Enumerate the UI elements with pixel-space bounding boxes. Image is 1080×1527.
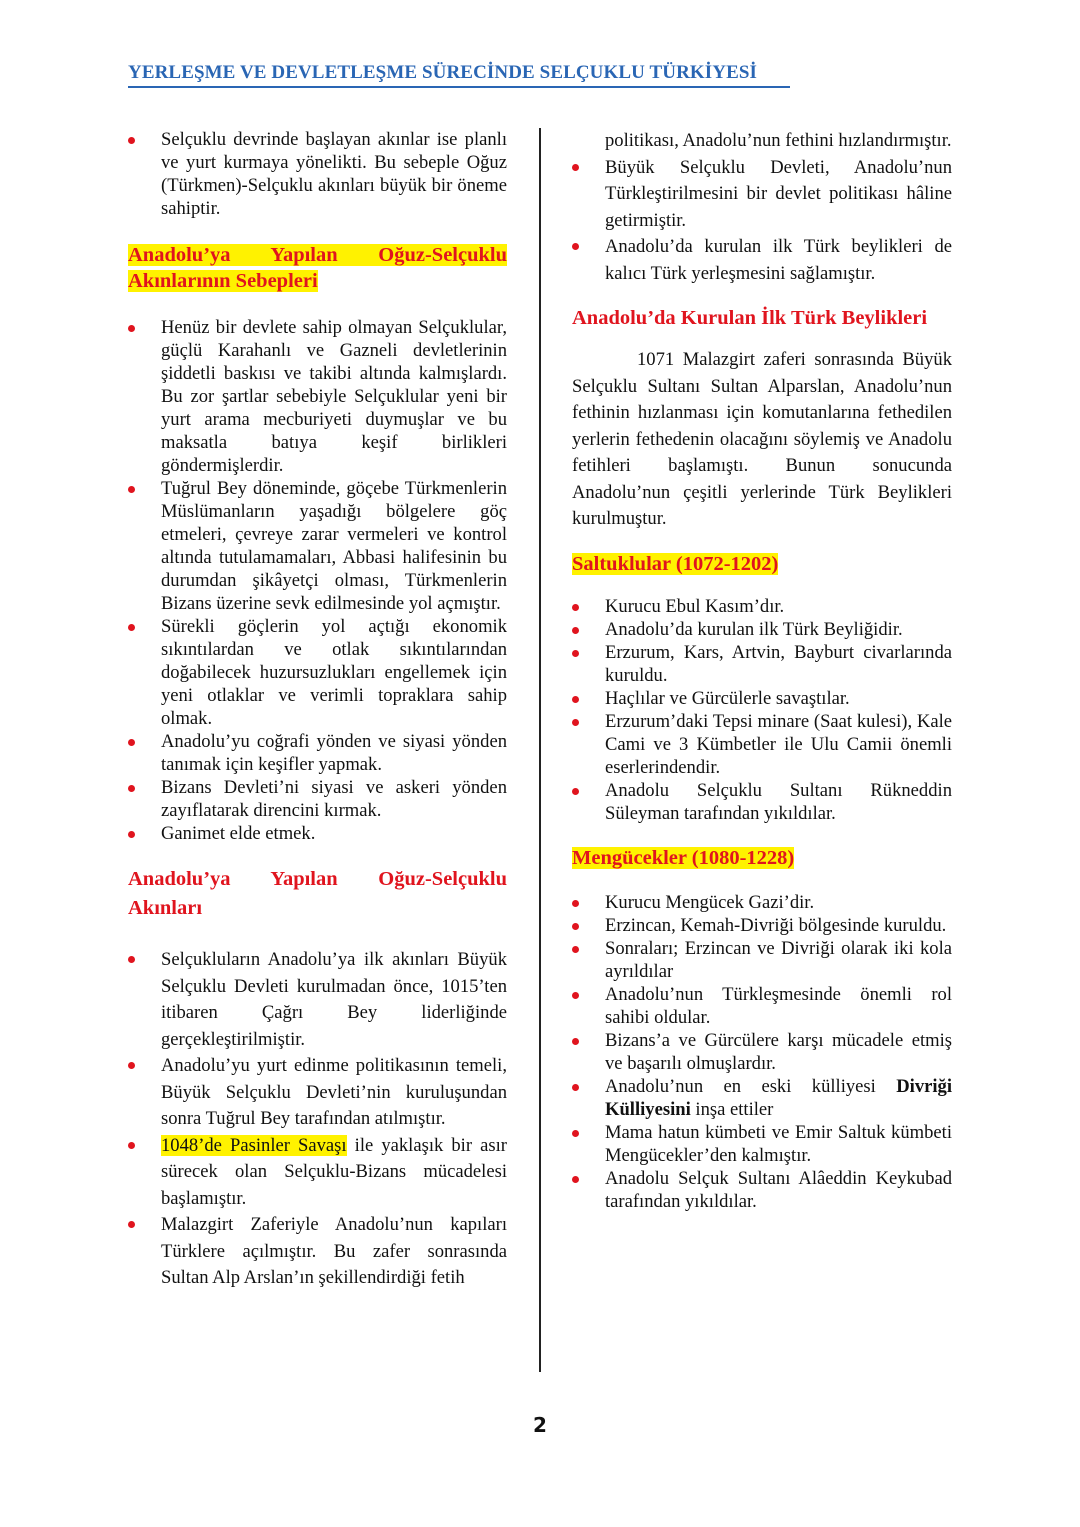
mengu-heading-text: Mengücekler (1080-1228) (572, 846, 795, 869)
list-item (572, 1075, 952, 1121)
list-item: Anadolu’yu yurt edinme politikasının temeli, Büyük Selçuklu Devleti’nin kuruluşundan sonra Tuğrul Bey tarafından atılmıştır. (128, 1053, 507, 1133)
list-item: Malazgirt Zaferiyle Anadolu’nun kapıları Türklere açılmıştır. Bu zafer sonrasında Sultan Alp Arslan’ın şekillendirdiği fetih (128, 1212, 507, 1292)
pasinler-highlight: 1048’de Pasinler Savaşı (161, 1134, 347, 1156)
causes-list (128, 316, 507, 845)
list-item: Kurucu Ebul Kasım’dır. (572, 595, 952, 618)
continued-text: politikası, Anadolu’nun fethini hızlandırmıştır. (605, 130, 952, 151)
list-item: Bizans Devleti’ni siyasi ve askeri yönden zayıflatarak direncini kırmak. (128, 776, 507, 822)
list-item: Tuğrul Bey döneminde, göçebe Türkmenlerin Müslümanların yaşadığı bölgelere göç etmeleri, çevreye zarar vermeleri ve kontrol altında tutulamamaları, Abbasi halifesinin bu durumdan şikâyetçi olması, Türkmenlerin Bizans üzerine sevk edilmesinde yol açmıştır. (128, 477, 507, 615)
list-item: Anadolu Selçuk Sultanı Alâeddin Keykubad tarafından yıkıldılar. (572, 1167, 952, 1213)
saltuk-list (572, 595, 952, 825)
beylik-heading: Anadolu’da Kurulan İlk Türk Beylikleri (572, 307, 928, 329)
list-item: Anadolu’nun Türkleşmesinde önemli rol sahibi oldular. (572, 983, 952, 1029)
list-item (128, 1133, 507, 1213)
kulliye-pre: Anadolu’nun en eski külliyesi (605, 1075, 897, 1097)
list-item: Erzurum, Kars, Artvin, Bayburt civarlarında kuruldu. (572, 641, 952, 687)
mengu-list (572, 891, 952, 1213)
saltuk-heading (572, 551, 952, 577)
list-item: Anadolu Selçuklu Sultanı Rükneddin Süleyman tarafından yıkıldılar. (572, 779, 952, 825)
kulliye-post: inşa ettiler (690, 1098, 774, 1120)
list-item: Selçuklu devrinde başlayan akınlar ise planlı ve yurt kurmaya yönelikti. Bu sebeple Oğuz (Türkmen)-Selçuklu akınları büyük bir öneme sahiptir. (128, 128, 507, 220)
list-item: Anadolu’da kurulan ilk Türk beylikleri de kalıcı Türk yerleşmesini sağlamıştır. (572, 234, 952, 287)
list-item: Selçukluların Anadolu’ya ilk akınları Büyük Selçuklu Devleti kurulmadan önce, 1015’ten itibaren Çağrı Bey liderliğinde gerçekleştirilmiştir. (128, 947, 507, 1053)
policy-list (572, 128, 952, 287)
column-divider (539, 128, 541, 1372)
list-item: Anadolu’yu coğrafi yönden ve siyasi yönden tanımak için keşifler yapmak. (128, 730, 507, 776)
beylik-paragraph: 1071 Malazgirt zaferi sonrasında Büyük Selçuklu Sultanı Sultan Alparslan, Anadolu’nun fethinin hızlanması için komutanlarına fethedilen yerlerin fethedenin olacağını söylemiş ve Anadolu fetihleri başlamıştı. Bunun sonucunda Anadolu’nun çeşitli yerlerinde Türk Beylikleri kurulmuştur. (572, 349, 952, 529)
list-item: Erzurum’daki Tepsi minare (Saat kulesi), Kale Cami ve 3 Kümbetler ile Ulu Camii önemli eserlerindendir. (572, 710, 952, 779)
list-item: Haçlılar ve Gürcülerle savaştılar. (572, 687, 952, 710)
list-item: Bizans’a ve Gürcülere karşı mücadele etmiş ve başarılı olmuşlardır. (572, 1029, 952, 1075)
left-column (128, 128, 507, 1292)
raids-heading: Anadolu’ya Yapılan Oğuz-Selçuklu Akınları (128, 868, 507, 919)
page-number: 2 (533, 1413, 547, 1437)
list-item: Kurucu Mengücek Gazi’dir. (572, 891, 952, 914)
saltuk-heading-text: Saltuklular (1072-1202) (572, 552, 779, 575)
page-header-title: YERLEŞME VE DEVLETLEŞME SÜRECİNDE SELÇUKLU TÜRKİYESİ (128, 62, 790, 88)
list-item: Mama hatun kümbeti ve Emir Saltuk kümbeti Mengücekler’den kalmıştır. (572, 1121, 952, 1167)
list-item: Ganimet elde etmek. (128, 822, 507, 845)
intro-list (128, 128, 507, 220)
raids-list (128, 947, 507, 1292)
list-item: Sürekli göçlerin yol açtığı ekonomik sıkıntılardan ve otlak sıkıntılarından doğabilecek huzursuzlukları engellemek için yeni otlaklar ve verimli topraklara sahip olmak. (128, 615, 507, 730)
right-column (572, 128, 952, 1213)
list-item: Henüz bir devlete sahip olmayan Selçuklular, güçlü Karahanlı ve Gazneli devletlerinin şiddetli baskısı ve takibi altında kalmışlardı. Bu zor şartlar sebebiyle Selçuklular yeni bir yurt arama mecburiyeti duymuşlar ve bu maksatla batıya keşif birlikleri göndermişlerdir. (128, 316, 507, 477)
list-item: Sonraları; Erzincan ve Divriği olarak iki kola ayrıldılar (572, 937, 952, 983)
causes-heading (128, 242, 507, 294)
list-item: Anadolu’da kurulan ilk Türk Beyliğidir. (572, 618, 952, 641)
pasinler-rest: ile yaklaşık bir asır sürecek olan Selçuklu-Bizans mücadelesi başlamıştır. (161, 1134, 507, 1209)
list-item: Büyük Selçuklu Devleti, Anadolu’nun Türkleştirilmesini bir devlet politikası hâline getirmiştir. (572, 155, 952, 235)
causes-heading-text: Anadolu’ya Yapılan Oğuz-Selçuklu Akınlarının Sebepleri (128, 244, 507, 292)
kulliye-bold: Divriği Külliyesini (605, 1075, 952, 1120)
mengu-heading (572, 845, 952, 871)
list-item: Erzincan, Kemah-Divriği bölgesinde kuruldu. (572, 914, 952, 937)
